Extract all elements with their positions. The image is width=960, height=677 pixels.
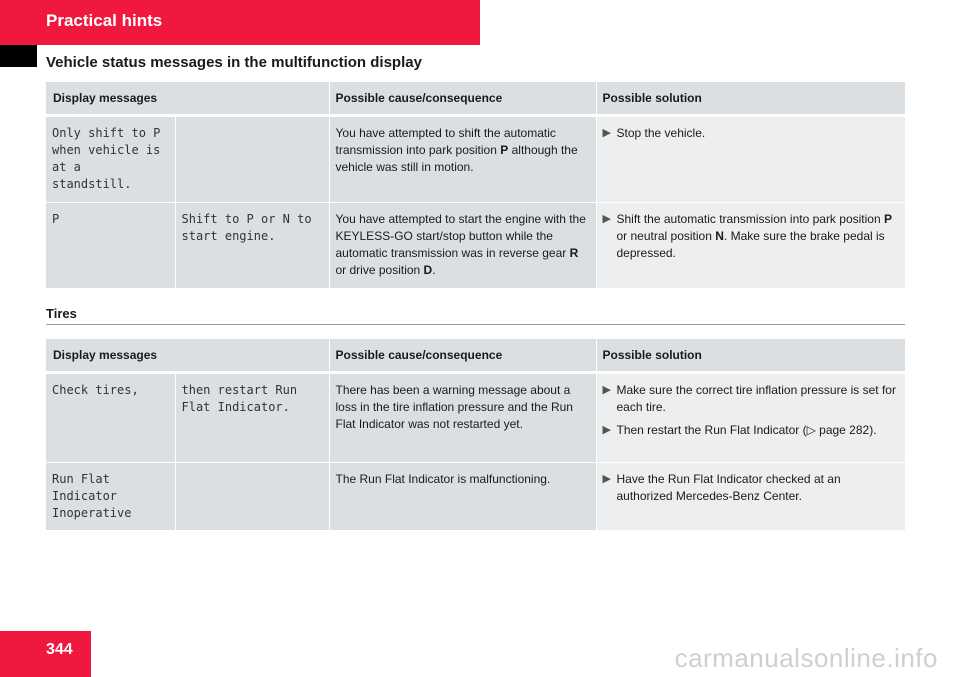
display-message-continued: then restart Run Flat Indicator. [175, 373, 329, 463]
step-arrow-icon: ▶ [602, 384, 611, 396]
display-message: P [46, 203, 175, 289]
step-arrow-icon: ▶ [602, 473, 611, 485]
possible-solution [596, 373, 905, 463]
tires-heading: Tires [46, 306, 77, 321]
divider [46, 324, 905, 325]
step-arrow-icon: ▶ [602, 424, 611, 436]
section-title: Vehicle status messages in the multifunction display [46, 54, 422, 71]
possible-cause: You have attempted to shift the automatic transmission into park position P although the vehicle was still in motion. [329, 116, 596, 203]
step-arrow-icon: ▶ [602, 127, 611, 139]
possible-cause: There has been a warning message about a loss in the tire inflation pressure and the Run Flat Indicator was not restarted yet. [329, 373, 596, 463]
section-marker [0, 45, 37, 67]
possible-solution [596, 463, 905, 531]
possible-solution [596, 116, 905, 203]
header-possible-cause: Possible cause/consequence [329, 339, 596, 373]
step-text: Make sure the correct tire inflation pressure is set for each tire. [616, 383, 896, 414]
display-message-continued [175, 463, 329, 531]
step-arrow-icon: ▶ [602, 213, 611, 225]
display-message-continued [175, 116, 329, 203]
solution-step [603, 382, 899, 416]
step-text: Then restart the Run Flat Indicator (▷ page 282). [616, 423, 877, 437]
solution-step [603, 471, 899, 505]
display-message: Check tires, [46, 373, 175, 463]
tires-table [46, 339, 906, 531]
solution-step [603, 422, 899, 439]
chapter-title: Practical hints [46, 11, 163, 30]
display-message: Run Flat Indicator Inoperative [46, 463, 175, 531]
table-row [46, 373, 905, 463]
table-row [46, 116, 905, 203]
table-header-row [46, 339, 905, 373]
watermark: carmanualsonline.info [674, 643, 938, 673]
possible-cause: The Run Flat Indicator is malfunctioning. [329, 463, 596, 531]
header-possible-solution: Possible solution [596, 339, 905, 373]
solution-step [603, 125, 899, 142]
possible-cause: You have attempted to start the engine with the KEYLESS-GO start/stop button while the automatic transmission was in reverse gear R or drive position D. [329, 203, 596, 289]
step-text: Have the Run Flat Indicator checked at an authorized Mercedes-Benz Center. [616, 472, 841, 503]
table-row [46, 463, 905, 531]
step-text: Stop the vehicle. [616, 126, 706, 140]
solution-step: ▶ Shift the automatic transmission into park position P or neutral position N. Make sure the brake pedal is depressed. [602, 212, 892, 260]
table-header-row [46, 82, 905, 116]
possible-solution [596, 203, 905, 289]
display-message: Only shift to P when vehicle is at a standstill. [46, 116, 175, 203]
header-possible-cause: Possible cause/consequence [329, 82, 596, 116]
header-display-messages: Display messages [46, 339, 329, 373]
table-row [46, 203, 905, 289]
page-number: 344 [46, 641, 73, 658]
display-message-continued: Shift to P or N to start engine. [175, 203, 329, 289]
header-display-messages: Display messages [46, 82, 329, 116]
header-possible-solution: Possible solution [596, 82, 905, 116]
vehicle-status-table [46, 82, 906, 289]
